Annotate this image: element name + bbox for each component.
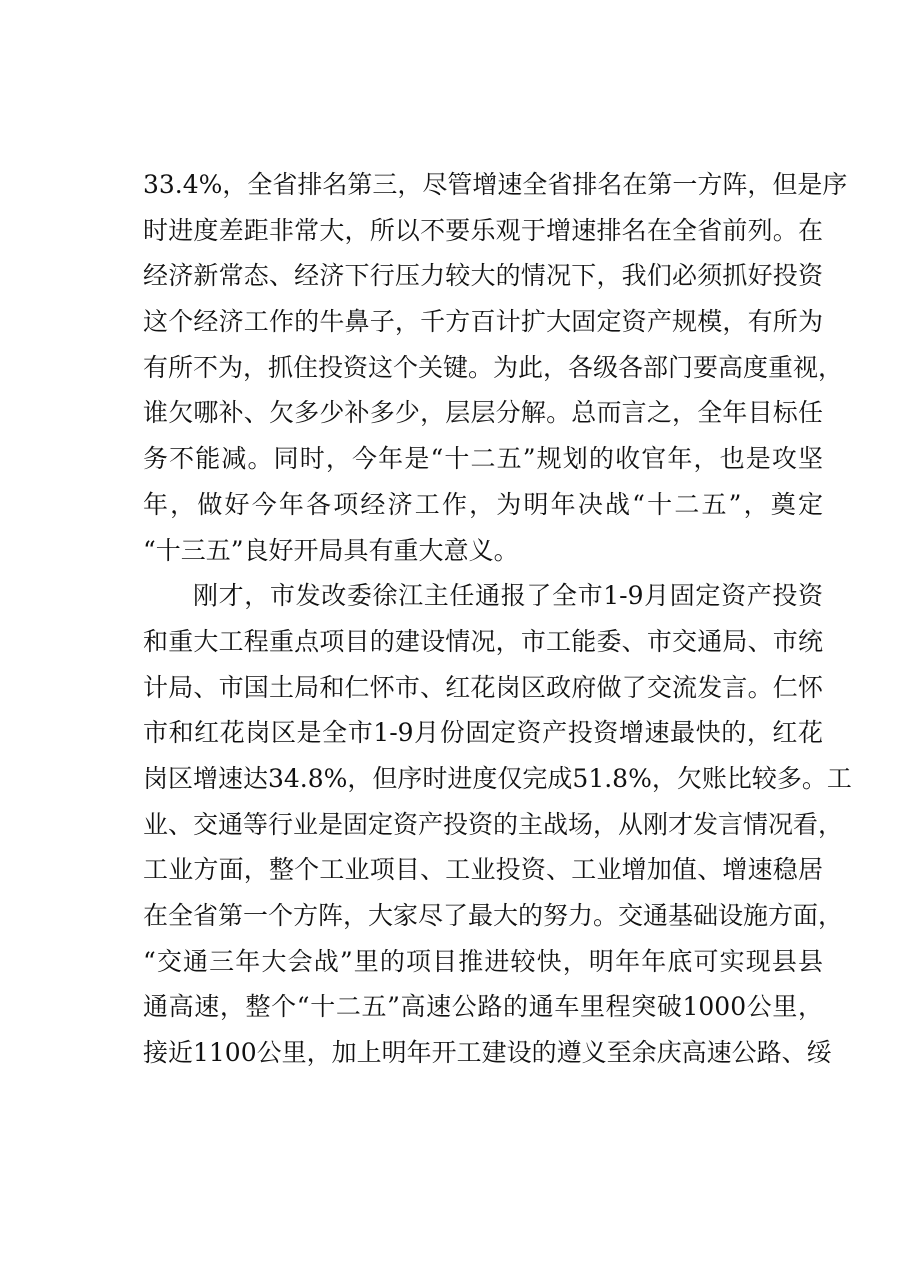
text-line: 在全省第一个方阵，大家尽了最大的努力。交通基础设施方面， [143, 901, 844, 930]
text-line: 计局、市国土局和仁怀市、红花岗区政府做了交流发言。仁怀 [143, 672, 823, 702]
text-line: 和重大工程重点项目的建设情况，市工能委、市交通局、市统 [143, 626, 823, 656]
text-line: 经济新常态、经济下行压力较大的情况下，我们必须抓好投资 [143, 261, 823, 291]
text-line: 时进度差距非常大，所以不要乐观于增速排名在全省前列。在 [143, 215, 823, 245]
text-line: “交通三年大会战”里的项目推进较快，明年年底可实现县县 [143, 946, 823, 976]
text-line: “十三五”良好开局具有重大意义。 [143, 535, 519, 565]
text-line: 业、交通等行业是固定资产投资的主战场，从刚才发言情况看， [143, 809, 844, 839]
paragraph-start-line: 刚才，市发改委徐江主任通报了全市1-9月固定资产投资 [193, 581, 823, 611]
text-line: 谁欠哪补、欠多少补多少，层层分解。总而言之，全年目标任 [143, 398, 823, 428]
text-line: 通高速，整个“十二五”高速公路的通车里程突破1000公里， [143, 992, 823, 1022]
body-text [143, 162, 852, 1076]
text-line: 接近1100公里，加上明年开工建设的遵义至余庆高速公路、绥 [143, 1038, 832, 1068]
text-line: 有所不为，抓住投资这个关键。为此，各级各部门要高度重视， [143, 352, 844, 382]
text-line: 务不能减。同时，今年是“十二五”规划的收官年，也是攻坚 [143, 444, 823, 474]
text-line: 工业方面，整个工业项目、工业投资、工业增加值、增速稳居 [143, 855, 823, 885]
text-line: 市和红花岗区是全市1-9月份固定资产投资增速最快的，红花 [143, 718, 823, 748]
text-line: 岗区增速达34.8%，但序时进度仅完成51.8%，欠账比较多。工 [143, 763, 852, 793]
text-line: 年，做好今年各项经济工作，为明年决战“十二五”，奠定 [143, 489, 823, 519]
text-line: 33.4%，全省排名第三，尽管增速全省排名在第一方阵，但是序 [143, 170, 848, 199]
text-line: 这个经济工作的牛鼻子，千方百计扩大固定资产规模，有所为 [143, 307, 823, 337]
